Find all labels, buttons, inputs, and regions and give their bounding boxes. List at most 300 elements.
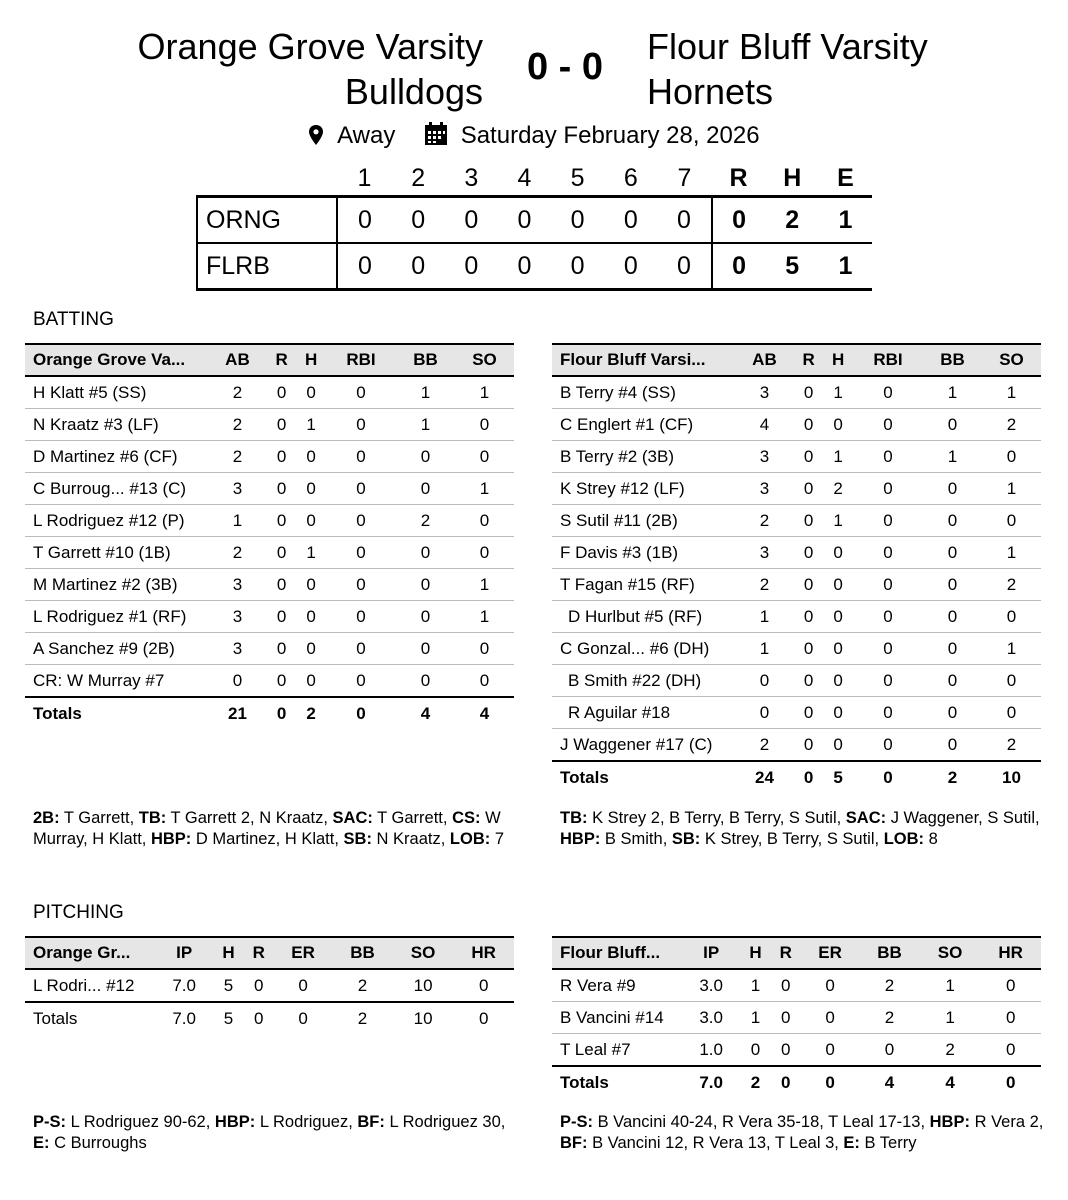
stat-cell: 1	[208, 505, 267, 537]
totals-row	[552, 761, 1041, 793]
player-name: C Englert #1 (CF)	[552, 409, 735, 441]
stat-cell: 0	[982, 665, 1041, 697]
player-name: R Vera #9	[552, 969, 682, 1002]
stat-cell: 0	[455, 409, 514, 441]
stat-cell: 0	[801, 1034, 859, 1067]
stat-column-header: H	[296, 344, 325, 376]
stat-cell: 0	[267, 569, 296, 601]
stat-cell: 0	[794, 409, 823, 441]
linescore-team-header	[197, 162, 337, 197]
stat-cell: 1	[455, 601, 514, 633]
linescore-header-row	[197, 162, 872, 197]
stat-cell: 0	[326, 601, 396, 633]
note-text: T Garrett,	[59, 809, 139, 827]
player-name: B Terry #4 (SS)	[552, 376, 735, 409]
inning-header: 5	[570, 164, 585, 192]
stat-cell: 0	[923, 729, 982, 762]
stat-cell: 0	[396, 601, 455, 633]
stat-cell: 3	[735, 441, 794, 473]
stat-cell: 0	[274, 969, 332, 1002]
stat-column-header: BB	[396, 344, 455, 376]
inning-score: 0	[464, 251, 479, 280]
linescore-table	[196, 162, 872, 291]
stat-cell: 1	[396, 409, 455, 441]
stat-cell: 0	[267, 441, 296, 473]
stat-cell: 2	[735, 729, 794, 762]
player-row	[25, 505, 514, 537]
stat-cell: 1.0	[682, 1034, 740, 1067]
stat-cell: 0	[296, 473, 325, 505]
note-label: HBP:	[560, 830, 601, 848]
runs-header: R	[729, 164, 748, 192]
note-label: SB:	[671, 830, 701, 848]
stat-cell: 0	[244, 969, 274, 1002]
total-cell: 0	[276, 703, 287, 723]
player-row	[552, 441, 1041, 473]
player-row	[25, 409, 514, 441]
player-name: CR: W Murray #7	[25, 665, 208, 698]
stat-column-header: R	[794, 344, 823, 376]
stats-header-row	[552, 937, 1041, 969]
stat-cell: 0	[267, 633, 296, 665]
player-name: A Sanchez #9 (2B)	[25, 633, 208, 665]
stat-cell: 0	[853, 376, 923, 409]
stat-cell: 1	[920, 969, 981, 1002]
stat-cell: 1	[982, 633, 1041, 665]
stat-column-header: H	[823, 344, 852, 376]
player-row	[552, 505, 1041, 537]
stat-column-header: SO	[393, 937, 454, 969]
stat-column-header: R	[771, 937, 801, 969]
hits-header: H	[783, 164, 802, 192]
stats-header-row	[25, 937, 514, 969]
stat-cell: 0	[771, 969, 801, 1002]
note-label: HBP:	[150, 830, 192, 848]
total-cell: 5	[833, 767, 843, 787]
totals-row	[552, 1066, 1041, 1098]
home-batting-notes	[33, 808, 518, 850]
stat-cell: 3	[735, 537, 794, 569]
inning-score: 0	[358, 205, 372, 234]
stat-cell: 0	[980, 1002, 1041, 1034]
player-name: K Strey #12 (LF)	[552, 473, 735, 505]
stat-cell: 0	[794, 537, 823, 569]
player-name: H Klatt #5 (SS)	[25, 376, 208, 409]
inning-header: 2	[411, 164, 426, 192]
player-row	[552, 473, 1041, 505]
stat-cell: 0	[326, 505, 396, 537]
player-name: B Smith #22 (DH)	[552, 665, 735, 697]
hits-total: 5	[785, 251, 800, 280]
player-name: F Davis #3 (1B)	[552, 537, 735, 569]
note-text: D Martinez, H Klatt,	[191, 830, 344, 848]
stat-cell: 0	[823, 697, 852, 729]
stat-cell: 1	[296, 409, 325, 441]
stat-cell: 0	[771, 1034, 801, 1067]
player-name: D Hurlbut #5 (RF)	[552, 601, 735, 633]
inning-score: 0	[570, 251, 585, 280]
stat-cell: 1	[735, 633, 794, 665]
inning-header: 6	[623, 164, 638, 192]
stat-cell: 0	[296, 569, 325, 601]
away-batting-notes	[560, 808, 1045, 850]
linescore-row	[197, 197, 872, 244]
player-row	[552, 376, 1041, 409]
inning-score: 0	[411, 251, 426, 280]
stat-cell: 3.0	[682, 969, 740, 1002]
stat-cell: 0	[801, 969, 859, 1002]
stat-cell: 1	[823, 505, 852, 537]
note-text: B Vancini 12, R Vera 13, T Leal 3,	[587, 1134, 844, 1152]
stat-cell: 0	[396, 569, 455, 601]
stat-cell: 0	[396, 665, 455, 698]
stat-cell: 0	[455, 633, 514, 665]
inning-score: 0	[623, 205, 638, 234]
note-text: B Vancini 40-24, R Vera 35-18, T Leal 17-13,	[593, 1113, 930, 1131]
note-text: J Waggener, S Sutil,	[886, 809, 1040, 827]
stat-cell: 0	[853, 665, 923, 697]
player-name: D Martinez #6 (CF)	[25, 441, 208, 473]
note-label: LOB:	[883, 830, 925, 848]
runs-total: 0	[712, 197, 766, 244]
stat-cell: 0	[455, 441, 514, 473]
stat-cell: 0	[801, 1002, 859, 1034]
total-cell: 4	[945, 1072, 955, 1092]
note-label: SAC:	[845, 809, 887, 827]
stat-cell: 5	[213, 969, 243, 1002]
stat-cell: 2	[982, 729, 1041, 762]
player-name: L Rodriguez #1 (RF)	[25, 601, 208, 633]
note-label: P-S:	[560, 1113, 593, 1131]
player-row	[25, 969, 514, 1002]
errors-total: 1	[838, 251, 853, 280]
stat-cell: 0	[326, 376, 396, 409]
team-column-header: Orange Grove Va...	[25, 344, 208, 376]
note-text: 7	[490, 830, 504, 848]
stat-cell: 0	[296, 601, 325, 633]
stat-cell: 2	[982, 569, 1041, 601]
note-label: CS:	[452, 809, 481, 827]
player-row	[552, 633, 1041, 665]
stat-cell: 0	[982, 601, 1041, 633]
totals-label: Totals	[33, 1008, 78, 1028]
inning-score: 0	[517, 205, 532, 234]
stat-cell: 7.0	[155, 969, 213, 1002]
stat-cell: 0	[455, 665, 514, 698]
stat-cell: 4	[735, 409, 794, 441]
player-row	[25, 633, 514, 665]
stat-cell: 1	[455, 569, 514, 601]
stat-column-header: RBI	[326, 344, 396, 376]
stat-cell: 0	[923, 569, 982, 601]
stat-cell: 2	[208, 441, 267, 473]
player-name: R Aguilar #18	[552, 697, 735, 729]
total-cell: 0	[1005, 1072, 1016, 1092]
stat-cell: 0	[982, 505, 1041, 537]
home-batting-table	[25, 343, 514, 729]
stat-cell: 0	[794, 633, 823, 665]
stat-cell: 1	[455, 473, 514, 505]
calendar-icon	[424, 122, 448, 150]
stat-cell: 2	[735, 505, 794, 537]
note-label: BF:	[560, 1134, 588, 1152]
player-row	[552, 1034, 1041, 1067]
note-label: E:	[33, 1134, 50, 1152]
inning-score: 0	[623, 251, 638, 280]
stat-cell: 2	[823, 473, 852, 505]
away-pitching-table	[552, 936, 1041, 1098]
linescore-team: FLRB	[197, 243, 337, 290]
away-batting-table	[552, 343, 1041, 793]
stat-cell: 3	[208, 473, 267, 505]
stat-cell: 0	[267, 537, 296, 569]
stat-cell: 0	[794, 505, 823, 537]
total-cell: 2	[306, 703, 316, 723]
stat-cell: 1	[823, 441, 852, 473]
totals-row	[25, 697, 514, 729]
stat-cell: 0	[267, 473, 296, 505]
inning-header: 1	[357, 164, 372, 192]
stat-cell: 0	[326, 441, 396, 473]
home-pitching-table	[25, 936, 514, 1034]
total-cell: 4	[479, 703, 490, 723]
note-label: TB:	[138, 809, 167, 827]
player-row	[25, 569, 514, 601]
stat-cell: 0	[980, 969, 1041, 1002]
inning-header: 3	[464, 164, 479, 192]
stat-cell: 0	[823, 729, 852, 762]
away-team-school: Flour Bluff Varsity	[647, 26, 928, 67]
note-text: K Strey, B Terry, S Sutil,	[700, 830, 884, 848]
runs-total: 0	[712, 243, 766, 290]
inning-score: 0	[464, 205, 479, 234]
stat-cell: 0	[982, 697, 1041, 729]
stat-column-header: ER	[274, 937, 332, 969]
stat-column-header: ER	[801, 937, 859, 969]
stat-cell: 0	[859, 1034, 920, 1067]
total-cell: 10	[413, 1008, 433, 1028]
stat-cell: 0	[823, 665, 852, 697]
note-text: L Rodriguez 30,	[384, 1113, 506, 1131]
player-name: C Burroug... #13 (C)	[25, 473, 208, 505]
note-label: BF:	[357, 1113, 385, 1131]
game-score: 0 - 0	[526, 46, 604, 88]
stat-cell: 3	[208, 633, 267, 665]
stat-cell: 0	[980, 1034, 1041, 1067]
stat-cell: 0	[853, 633, 923, 665]
stat-cell: 0	[853, 505, 923, 537]
team-column-header: Orange Gr...	[25, 937, 155, 969]
stat-cell: 2	[332, 969, 393, 1002]
batting-section-title: BATTING	[33, 309, 114, 330]
note-text: L Rodriguez,	[255, 1113, 358, 1131]
stat-cell: 1	[823, 376, 852, 409]
stat-cell: 0	[326, 633, 396, 665]
stat-column-header: AB	[735, 344, 794, 376]
away-team-name	[647, 24, 1047, 114]
stat-cell: 0	[982, 441, 1041, 473]
stat-cell: 0	[853, 601, 923, 633]
inning-score: 0	[676, 251, 691, 280]
note-text: B Smith,	[600, 830, 672, 848]
stat-cell: 2	[982, 409, 1041, 441]
stat-cell: 1	[396, 376, 455, 409]
player-name: N Kraatz #3 (LF)	[25, 409, 208, 441]
note-text: R Vera 2,	[969, 1113, 1044, 1131]
stat-cell: 0	[267, 601, 296, 633]
stat-cell: 0	[455, 505, 514, 537]
note-text: W Murray, H Klatt,	[33, 809, 501, 848]
stat-cell: 0	[823, 633, 852, 665]
note-label: SAC:	[332, 809, 373, 827]
player-row	[552, 665, 1041, 697]
stat-cell: 1	[923, 441, 982, 473]
stats-header-row	[25, 344, 514, 376]
stat-cell: 0	[794, 665, 823, 697]
stat-column-header: BB	[332, 937, 393, 969]
stat-column-header: R	[244, 937, 274, 969]
stat-cell: 10	[393, 969, 454, 1002]
stat-cell: 0	[326, 569, 396, 601]
team-column-header: Flour Bluff Varsi...	[552, 344, 735, 376]
linescore-team: ORNG	[197, 197, 337, 244]
stat-cell: 2	[208, 376, 267, 409]
player-row	[552, 697, 1041, 729]
stat-cell: 1	[740, 1002, 770, 1034]
stat-column-header: H	[213, 937, 243, 969]
stat-cell: 0	[296, 633, 325, 665]
player-row	[552, 569, 1041, 601]
player-row	[552, 1002, 1041, 1034]
stat-cell: 0	[296, 441, 325, 473]
stat-cell: 0	[396, 537, 455, 569]
stat-cell: 0	[396, 633, 455, 665]
errors-header: E	[837, 164, 854, 192]
stat-cell: 0	[735, 697, 794, 729]
stat-cell: 0	[823, 569, 852, 601]
stat-cell: 0	[923, 633, 982, 665]
total-cell: 0	[478, 1008, 489, 1028]
stat-column-header: RBI	[853, 344, 923, 376]
stat-cell: 1	[982, 473, 1041, 505]
total-cell: 0	[254, 1008, 264, 1028]
total-cell: 7.0	[699, 1072, 723, 1092]
stat-cell: 0	[823, 601, 852, 633]
total-cell: 0	[883, 767, 893, 787]
away-team-mascot: Hornets	[647, 71, 774, 112]
note-label: HBP:	[929, 1113, 970, 1131]
note-text: 8	[924, 830, 938, 848]
stat-cell: 0	[396, 441, 455, 473]
player-name: S Sutil #11 (2B)	[552, 505, 735, 537]
stat-cell: 0	[267, 376, 296, 409]
note-label: SB:	[343, 830, 372, 848]
total-cell: 2	[750, 1072, 761, 1092]
note-label: HBP:	[214, 1113, 256, 1131]
stat-cell: 0	[296, 376, 325, 409]
stat-cell: 0	[923, 409, 982, 441]
player-row	[552, 409, 1041, 441]
stat-cell: 1	[740, 969, 770, 1002]
stat-cell: 0	[853, 729, 923, 762]
total-cell: 7.0	[172, 1008, 196, 1028]
stat-cell: 0	[823, 409, 852, 441]
inning-score: 0	[358, 251, 372, 280]
stat-column-header: SO	[982, 344, 1041, 376]
stat-column-header: HR	[453, 937, 514, 969]
inning-score: 0	[411, 205, 426, 234]
player-name: C Gonzal... #6 (DH)	[552, 633, 735, 665]
team-column-header: Flour Bluff...	[552, 937, 682, 969]
stat-cell: 2	[208, 537, 267, 569]
player-row	[25, 665, 514, 698]
stat-cell: 0	[740, 1034, 770, 1067]
player-name: L Rodri... #12	[25, 969, 155, 1002]
total-cell: 2	[947, 767, 958, 787]
player-row	[25, 441, 514, 473]
note-text: T Garrett,	[372, 809, 453, 827]
total-cell: 0	[356, 703, 366, 723]
player-row	[25, 473, 514, 505]
stat-column-header: IP	[155, 937, 213, 969]
stat-cell: 0	[326, 409, 396, 441]
stat-cell: 0	[326, 473, 396, 505]
stat-cell: 2	[859, 969, 920, 1002]
stat-cell: 0	[853, 409, 923, 441]
stat-cell: 1	[455, 376, 514, 409]
note-text: K Strey 2, B Terry, B Terry, S Sutil,	[587, 809, 846, 827]
inning-header: 7	[677, 164, 692, 192]
home-team-school: Orange Grove Varsity	[137, 26, 483, 67]
stat-cell: 0	[794, 473, 823, 505]
stat-cell: 0	[823, 537, 852, 569]
stat-cell: 0	[923, 537, 982, 569]
home-pitching-notes	[33, 1112, 518, 1154]
stat-column-header: BB	[859, 937, 920, 969]
note-text: L Rodriguez 90-62,	[66, 1113, 215, 1131]
player-row	[552, 969, 1041, 1002]
stat-cell: 2	[735, 569, 794, 601]
stat-column-header: AB	[208, 344, 267, 376]
stat-cell: 0	[267, 409, 296, 441]
pitching-section-title: PITCHING	[33, 902, 124, 923]
total-cell: 10	[1002, 767, 1021, 787]
total-cell: 2	[357, 1008, 368, 1028]
player-row	[552, 601, 1041, 633]
player-row	[552, 729, 1041, 762]
stat-cell: 0	[923, 473, 982, 505]
totals-label: Totals	[33, 703, 82, 723]
stat-column-header: BB	[923, 344, 982, 376]
player-name: L Rodriguez #12 (P)	[25, 505, 208, 537]
stat-cell: 2	[920, 1034, 981, 1067]
errors-total: 1	[838, 205, 853, 234]
note-text: T Garrett 2, N Kraatz,	[166, 809, 333, 827]
stat-cell: 1	[982, 376, 1041, 409]
stat-cell: 0	[794, 569, 823, 601]
player-row	[552, 537, 1041, 569]
stat-cell: 1	[735, 601, 794, 633]
player-name: J Waggener #17 (C)	[552, 729, 735, 762]
stat-cell: 0	[794, 729, 823, 762]
stat-cell: 0	[296, 665, 325, 698]
stat-cell: 0	[853, 537, 923, 569]
stat-cell: 0	[455, 537, 514, 569]
stat-column-header: R	[267, 344, 296, 376]
stat-cell: 0	[923, 601, 982, 633]
total-cell: 4	[884, 1072, 895, 1092]
hits-total: 2	[785, 205, 800, 234]
